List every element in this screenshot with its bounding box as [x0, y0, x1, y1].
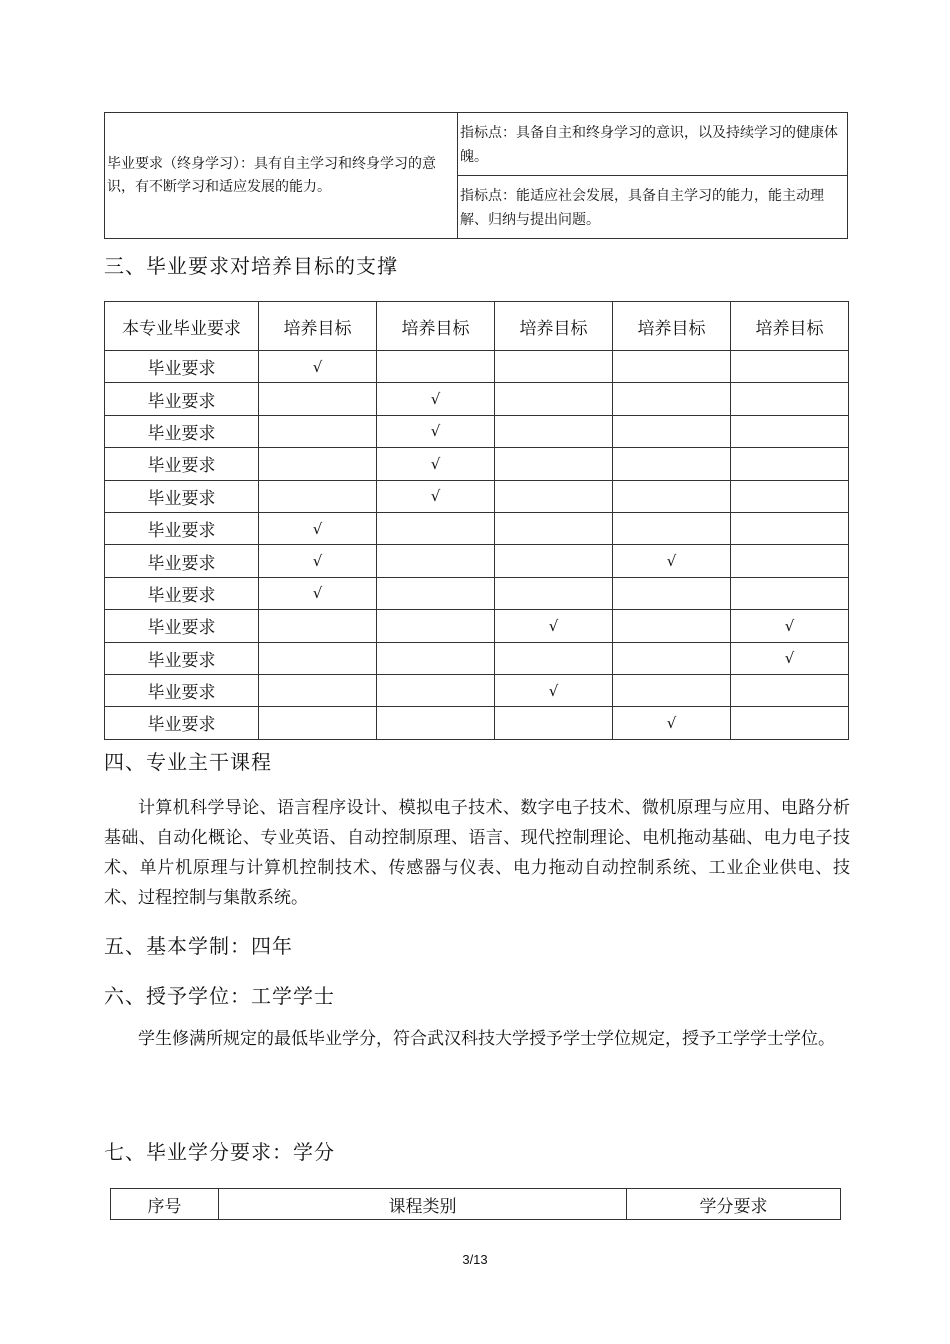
support-cell — [495, 383, 613, 415]
support-cell — [613, 351, 731, 383]
support-cell — [259, 707, 377, 739]
graduation-requirement-label: 毕业要求 — [105, 642, 259, 674]
support-cell — [731, 707, 849, 739]
support-matrix-row — [105, 480, 849, 512]
support-cell — [731, 642, 849, 674]
header-training-goal: 培养目标 — [259, 302, 377, 351]
support-matrix-row — [105, 707, 849, 739]
graduation-requirement-label: 毕业要求 — [105, 545, 259, 577]
support-cell — [259, 351, 377, 383]
check-mark-icon: √ — [312, 519, 323, 538]
support-cell — [613, 480, 731, 512]
graduation-requirement-label: 毕业要求 — [105, 415, 259, 447]
support-cell — [495, 545, 613, 577]
support-cell — [613, 610, 731, 642]
support-cell — [377, 512, 495, 544]
support-cell — [731, 545, 849, 577]
degree-paragraph: 学生修满所规定的最低毕业学分，符合武汉科技大学授予学士学位规定，授予工学学士学位。 — [138, 1029, 835, 1049]
requirement-description: 毕业要求（终身学习）：具有自主学习和终身学习的意识，有不断学习和适应发展的能力。 — [105, 113, 458, 239]
support-cell — [613, 707, 731, 739]
support-cell — [495, 512, 613, 544]
support-cell — [377, 415, 495, 447]
support-matrix-row — [105, 610, 849, 642]
credit-requirement-table — [110, 1188, 841, 1220]
graduation-requirement-label: 毕业要求 — [105, 480, 259, 512]
support-cell — [495, 480, 613, 512]
support-cell — [495, 577, 613, 609]
check-mark-icon: √ — [548, 681, 559, 700]
check-mark-icon: √ — [666, 713, 677, 732]
graduation-requirement-table — [104, 112, 848, 239]
support-cell — [259, 383, 377, 415]
support-cell — [495, 707, 613, 739]
support-cell — [259, 480, 377, 512]
section-6-heading: 六、授予学位：工学学士 — [104, 984, 335, 1008]
support-matrix-body — [105, 351, 849, 740]
support-cell — [259, 674, 377, 706]
support-cell — [731, 610, 849, 642]
graduation-requirement-label: 毕业要求 — [105, 610, 259, 642]
support-matrix-table — [104, 301, 849, 740]
header-course-category: 课程类别 — [219, 1189, 627, 1220]
check-mark-icon: √ — [430, 422, 441, 441]
support-cell — [377, 545, 495, 577]
graduation-requirement-label: 毕业要求 — [105, 383, 259, 415]
support-cell — [613, 642, 731, 674]
support-cell — [377, 480, 495, 512]
support-cell — [377, 448, 495, 480]
support-cell — [377, 707, 495, 739]
support-cell — [259, 512, 377, 544]
header-training-goal: 培养目标 — [731, 302, 849, 351]
support-cell — [613, 415, 731, 447]
indicator-point-1: 指标点：具备自主和终身学习的意识，以及持续学习的健康体魄。 — [458, 113, 848, 176]
support-cell — [259, 448, 377, 480]
support-cell — [613, 674, 731, 706]
graduation-requirement-label: 毕业要求 — [105, 674, 259, 706]
section-7-heading: 七、毕业学分要求：学分 — [104, 1140, 335, 1164]
graduation-requirement-label: 毕业要求 — [105, 351, 259, 383]
support-cell — [259, 610, 377, 642]
indicator-point-2: 指标点：能适应社会发展，具备自主学习的能力，能主动理解、归纳与提出问题。 — [458, 176, 848, 239]
support-cell — [259, 642, 377, 674]
support-cell — [731, 448, 849, 480]
support-cell — [377, 383, 495, 415]
support-cell — [731, 480, 849, 512]
support-cell — [259, 415, 377, 447]
support-cell — [731, 512, 849, 544]
support-cell — [613, 512, 731, 544]
support-matrix-header-row — [105, 302, 849, 351]
graduation-requirement-label: 毕业要求 — [105, 448, 259, 480]
support-cell — [377, 674, 495, 706]
support-matrix-row — [105, 383, 849, 415]
support-cell — [731, 577, 849, 609]
section-5-heading: 五、基本学制：四年 — [104, 934, 293, 958]
support-matrix-row — [105, 545, 849, 577]
support-cell — [377, 642, 495, 674]
support-cell — [259, 545, 377, 577]
support-matrix-row — [105, 642, 849, 674]
check-mark-icon: √ — [548, 616, 559, 635]
graduation-requirement-label: 毕业要求 — [105, 707, 259, 739]
support-matrix-row — [105, 448, 849, 480]
header-credit-requirement: 学分要求 — [627, 1189, 841, 1220]
check-mark-icon: √ — [784, 616, 795, 635]
support-cell — [377, 577, 495, 609]
page-number: 3/13 — [462, 1252, 488, 1267]
support-matrix-row — [105, 351, 849, 383]
support-cell — [731, 383, 849, 415]
check-mark-icon: √ — [666, 552, 677, 571]
check-mark-icon: √ — [430, 390, 441, 409]
check-mark-icon: √ — [430, 454, 441, 473]
header-training-goal: 培养目标 — [377, 302, 495, 351]
support-cell — [613, 577, 731, 609]
support-cell — [613, 545, 731, 577]
support-cell — [731, 415, 849, 447]
support-cell — [495, 674, 613, 706]
support-cell — [731, 674, 849, 706]
credit-table-header-row — [111, 1189, 841, 1220]
support-matrix-row — [105, 512, 849, 544]
support-cell — [377, 610, 495, 642]
support-cell — [495, 448, 613, 480]
graduation-requirement-label: 毕业要求 — [105, 577, 259, 609]
header-training-goal: 培养目标 — [495, 302, 613, 351]
support-matrix-row — [105, 415, 849, 447]
support-cell — [495, 415, 613, 447]
support-matrix-row — [105, 577, 849, 609]
support-cell — [613, 383, 731, 415]
header-graduation-requirement: 本专业毕业要求 — [105, 302, 259, 351]
section-4-heading: 四、专业主干课程 — [104, 750, 272, 774]
check-mark-icon: √ — [784, 649, 795, 668]
support-cell — [495, 351, 613, 383]
core-courses-paragraph: 计算机科学导论、语言程序设计、模拟电子技术、数字电子技术、微机原理与应用、电路分析基础、自动化概论、专业英语、自动控制原理、语言、现代控制理论、电机拖动基础、电力电子技术、单片机原理与计算机控制技术、传感器与仪表、电力拖动自动控制系统、工业企业供电、技术、过程控制与集散系统。 — [104, 798, 850, 908]
support-cell — [731, 351, 849, 383]
check-mark-icon: √ — [312, 552, 323, 571]
graduation-requirement-label: 毕业要求 — [105, 512, 259, 544]
check-mark-icon: √ — [430, 487, 441, 506]
header-serial-number: 序号 — [111, 1189, 219, 1220]
support-cell — [259, 577, 377, 609]
section-3-heading: 三、毕业要求对培养目标的支撑 — [104, 254, 398, 278]
support-cell — [495, 642, 613, 674]
check-mark-icon: √ — [312, 584, 323, 603]
support-cell — [377, 351, 495, 383]
support-cell — [613, 448, 731, 480]
support-matrix-row — [105, 674, 849, 706]
support-cell — [495, 610, 613, 642]
check-mark-icon: √ — [312, 357, 323, 376]
header-training-goal: 培养目标 — [613, 302, 731, 351]
